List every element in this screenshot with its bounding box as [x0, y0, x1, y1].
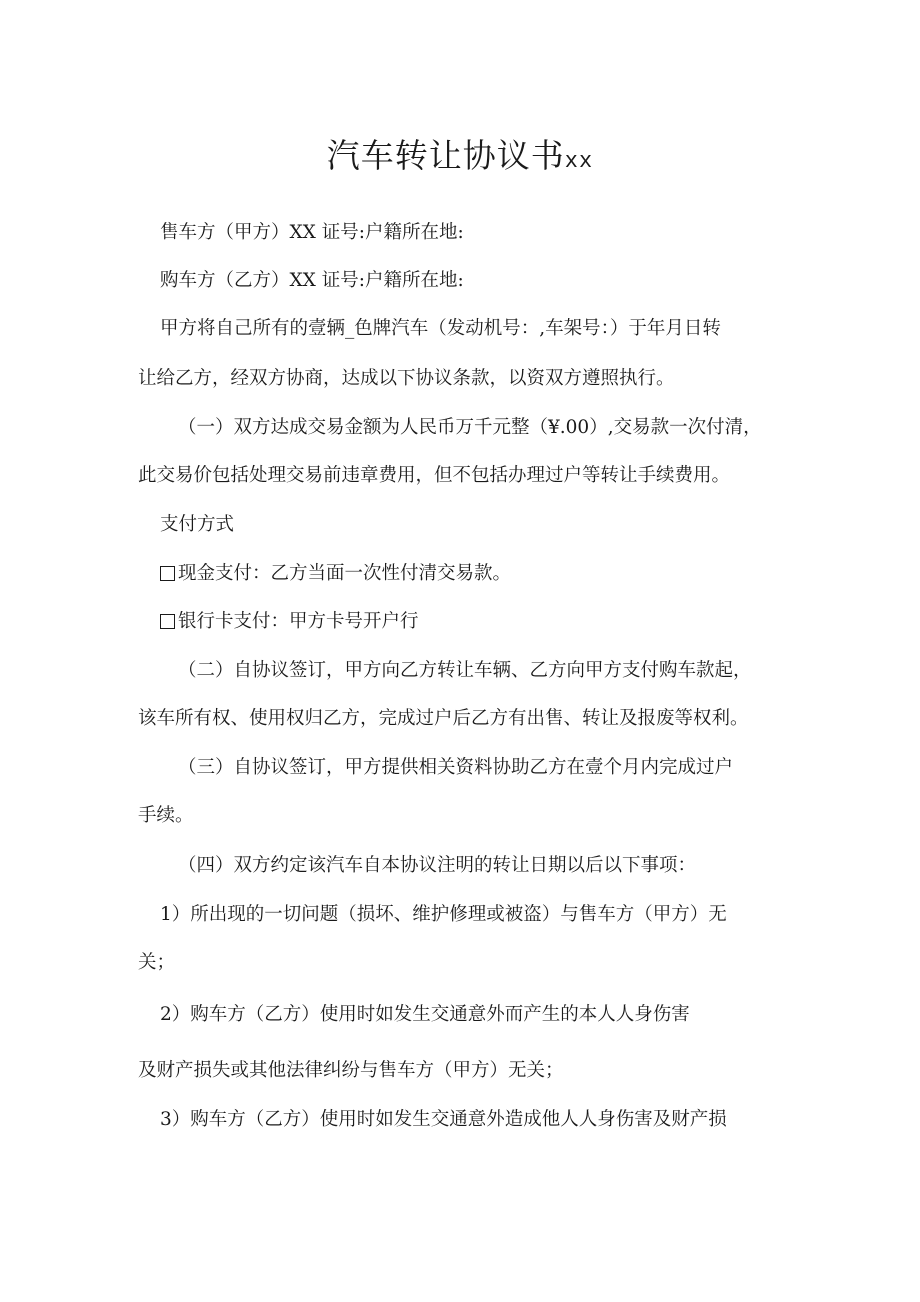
clause-4-heading: （四）双方约定该汽车自本协议注明的转让日期以后以下事项： [178, 855, 697, 876]
checkbox-bank-card[interactable] [160, 614, 175, 629]
clause-1-line-1: （一）双方达成交易金额为人民币万千元整（¥.00）,交易款一次付清， [178, 417, 762, 438]
buyer-line: 购车方（乙方）XX 证号:户籍所在地: [160, 270, 464, 291]
item-1-line-2: 关； [138, 952, 176, 973]
item-1-line-1: 1）所出现的一切问题（损坏、维护修理或被盗）与售车方（甲方）无 [160, 904, 727, 925]
item-2-line-1: 2）购车方（乙方）使用时如发生交通意外而产生的本人人身伤害 [160, 1004, 690, 1025]
payment-option-bank-label: 银行卡支付：甲方卡号开户行 [178, 611, 419, 632]
title-suffix: xx [564, 149, 594, 174]
payment-method-heading: 支付方式 [160, 514, 235, 535]
clause-2-line-2: 该车所有权、使用权归乙方，完成过户后乙方有出售、转让及报废等权利。 [138, 708, 749, 729]
item-2-line-2: 及财产损失或其他法律纠纷与售车方（甲方）无关； [138, 1060, 564, 1081]
document-title [0, 130, 920, 177]
payment-option-cash [160, 561, 820, 587]
intro-line-1: 甲方将自己所有的壹辆_色牌汽车（发动机号：,车架号：）于年月日转 [160, 318, 721, 339]
item-3-line-1: 3）购车方（乙方）使用时如发生交通意外造成他人人身伤害及财产损 [160, 1109, 727, 1130]
payment-option-cash-label: 现金支付：乙方当面一次性付清交易款。 [178, 563, 512, 584]
title-text: 汽车转让协议书 [326, 136, 565, 175]
payment-option-bank [160, 609, 820, 635]
clause-3-line-1: （三）自协议签订，甲方提供相关资料协助乙方在壹个月内完成过户 [178, 757, 734, 778]
checkbox-cash[interactable] [160, 566, 175, 581]
seller-line: 售车方（甲方）XX 证号:户籍所在地: [160, 222, 464, 243]
clause-3-line-2: 手续。 [138, 805, 194, 826]
intro-line-2: 让给乙方，经双方协商，达成以下协议条款，以资双方遵照执行。 [138, 368, 675, 389]
clause-2-line-1: （二）自协议签订，甲方向乙方转让车辆、乙方向甲方支付购车款起， [178, 660, 752, 681]
clause-1-line-2: 此交易价包括处理交易前违章费用，但不包括办理过户等转让手续费用。 [138, 465, 731, 486]
